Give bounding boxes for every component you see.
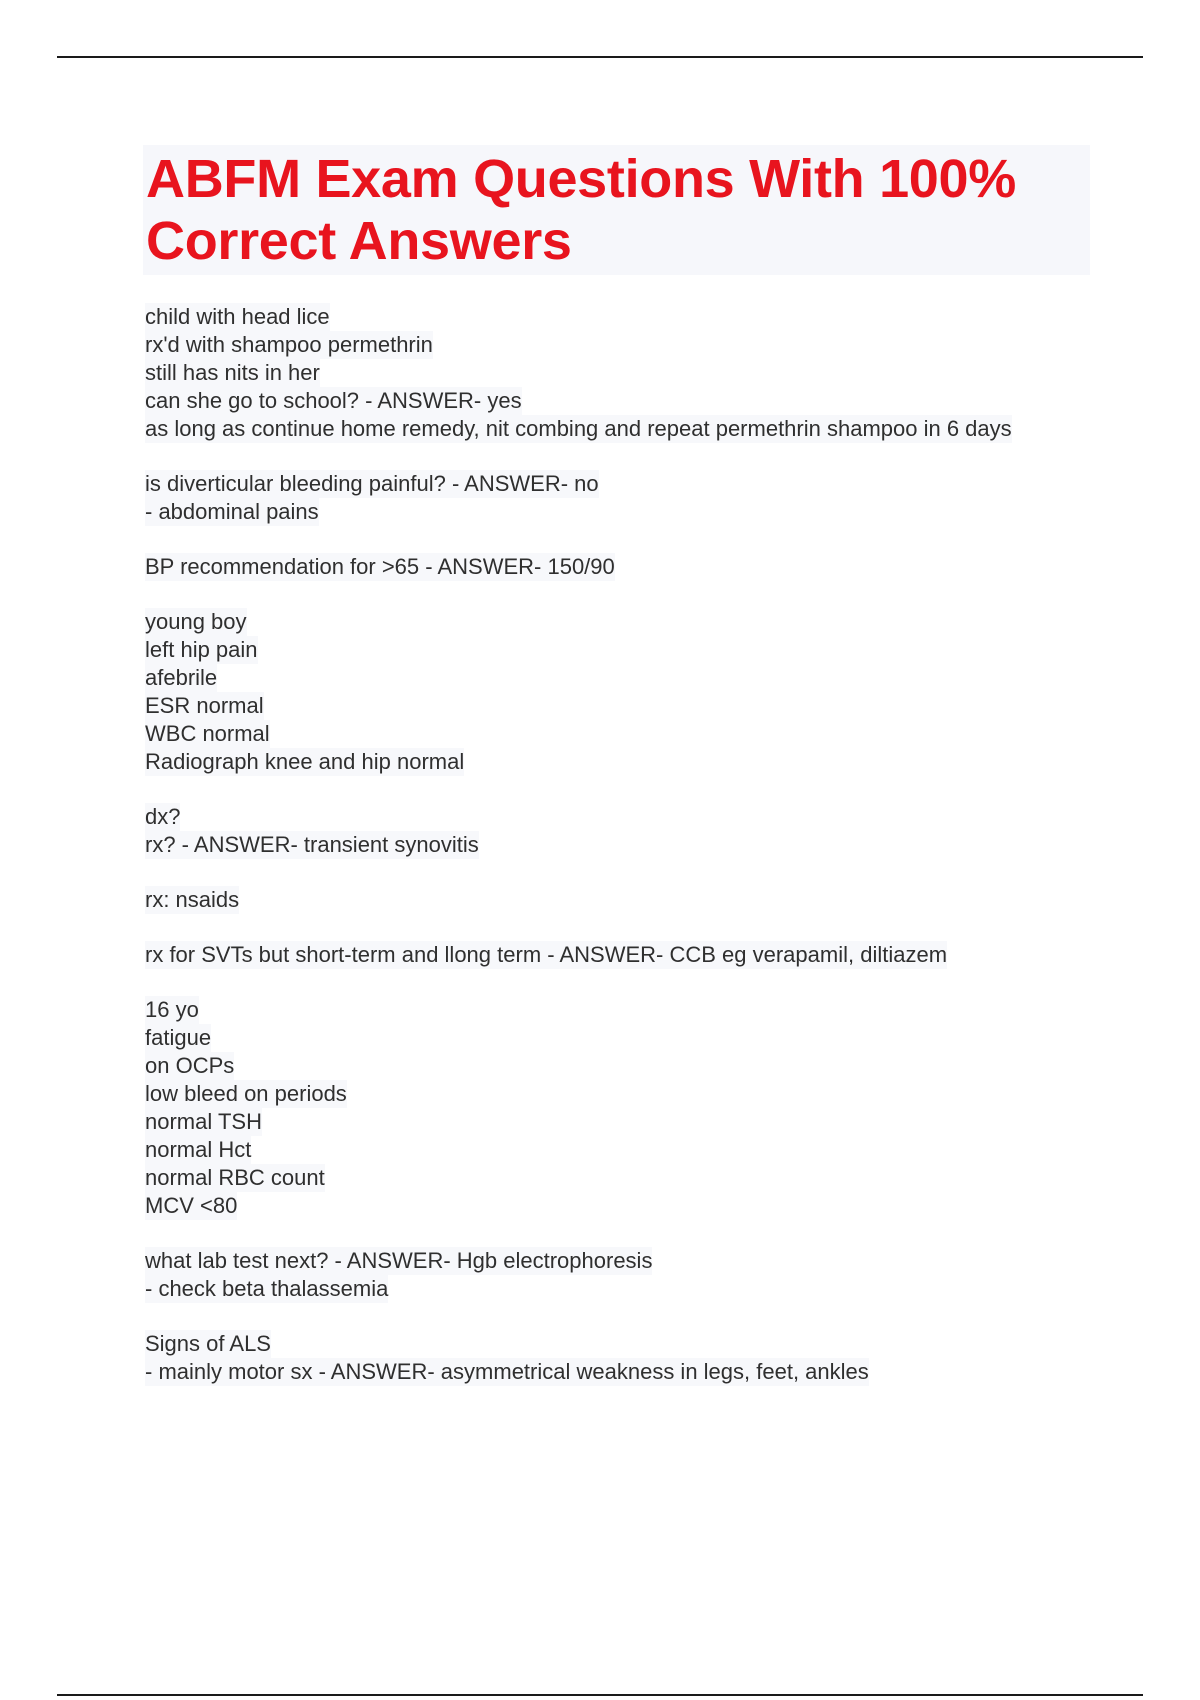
text-line: child with head lice xyxy=(145,304,330,329)
qa-block-rx xyxy=(145,886,1065,914)
text-line: normal RBC count xyxy=(145,1165,325,1190)
text-line: Signs of ALS xyxy=(145,1331,271,1356)
text-line: afebrile xyxy=(145,665,218,690)
text-line: fatigue xyxy=(145,1025,212,1050)
qa-block-svt xyxy=(145,941,1065,969)
text-line: normal Hct xyxy=(145,1137,252,1162)
text-line: MCV <80 xyxy=(145,1193,238,1218)
text-line: - abdominal pains xyxy=(145,499,319,524)
text-line: is diverticular bleeding painful? - ANSWER- no xyxy=(145,471,599,496)
qa-block-fatigue xyxy=(145,996,1065,1220)
text-line: ESR normal xyxy=(145,693,264,718)
text-line: - mainly motor sx - ANSWER- asymmetrical weakness in legs, feet, ankles xyxy=(145,1359,869,1384)
text-line: left hip pain xyxy=(145,637,258,662)
text-line: young boy xyxy=(145,609,247,634)
text-line: can she go to school? - ANSWER- yes xyxy=(145,388,522,413)
qa-block-head-lice xyxy=(145,303,1065,443)
text-line: - check beta thalassemia xyxy=(145,1276,389,1301)
qa-block-bp xyxy=(145,553,1065,581)
text-line: rx'd with shampoo permethrin xyxy=(145,332,433,357)
text-line: normal TSH xyxy=(145,1109,262,1134)
text-line: what lab test next? - ANSWER- Hgb electrophoresis xyxy=(145,1248,653,1273)
text-line: still has nits in her xyxy=(145,360,320,385)
text-line: BP recommendation for >65 - ANSWER- 150/90 xyxy=(145,554,615,579)
text-line: rx: nsaids xyxy=(145,887,240,912)
text-line: rx? - ANSWER- transient synovitis xyxy=(145,832,479,857)
text-line: WBC normal xyxy=(145,721,270,746)
document-title: ABFM Exam Questions With 100% Correct Answers xyxy=(146,149,1016,271)
qa-block-als xyxy=(145,1330,1065,1386)
text-line: dx? xyxy=(145,804,181,829)
footer-rule xyxy=(57,1694,1143,1696)
text-line: 16 yo xyxy=(145,997,199,1022)
qa-block-diverticular xyxy=(145,470,1065,526)
text-line: rx for SVTs but short-term and llong term - ANSWER- CCB eg verapamil, diltiazem xyxy=(145,942,948,967)
qa-block-hip-pain xyxy=(145,608,1065,776)
text-line: low bleed on periods xyxy=(145,1081,347,1106)
document-body xyxy=(145,303,1065,1413)
text-line: as long as continue home remedy, nit combing and repeat permethrin shampoo in 6 days xyxy=(145,416,1012,441)
qa-block-lab-test xyxy=(145,1247,1065,1303)
header-rule xyxy=(57,56,1143,58)
qa-block-dx xyxy=(145,803,1065,859)
text-line: Radiograph knee and hip normal xyxy=(145,749,465,774)
text-line: on OCPs xyxy=(145,1053,235,1078)
